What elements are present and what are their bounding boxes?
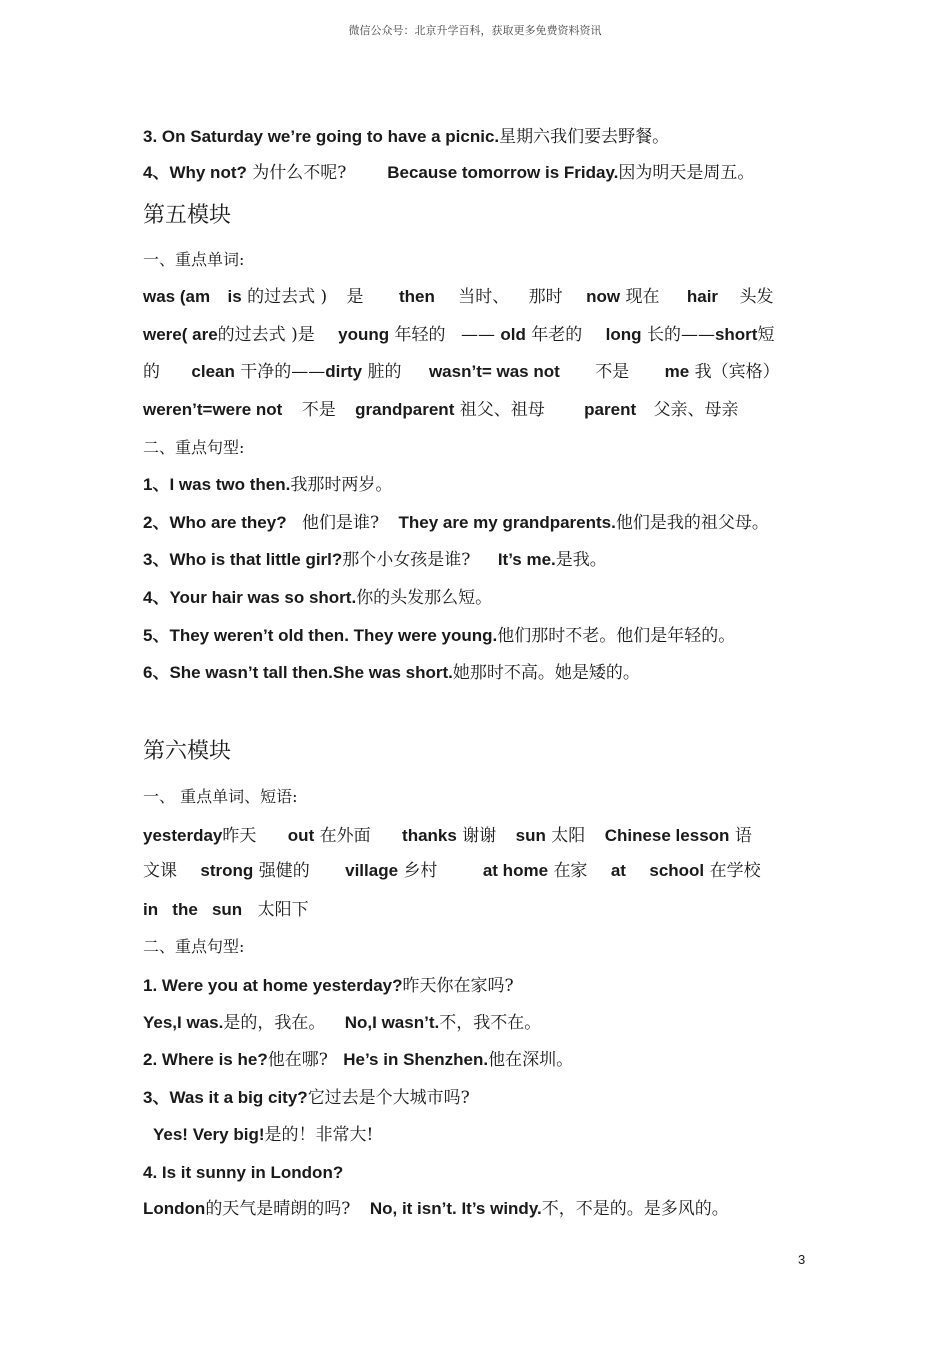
vocab-line <box>143 324 774 346</box>
english-text: 3、Who is that little girl? <box>143 550 343 569</box>
english-text: 6、She wasn’t tall then.She was short. <box>143 663 453 682</box>
vocab-word: old <box>500 325 526 344</box>
vocab-meaning: 不是 <box>595 362 630 382</box>
vocab-meaning: 现在 <box>625 287 660 307</box>
vocab-word: in the sun <box>143 900 243 919</box>
vocab-word: sun <box>515 826 546 845</box>
chinese-text: 星期六我们要去野餐。 <box>499 127 670 147</box>
vocab-meaning: 乡村 <box>403 861 438 881</box>
vocab-line <box>143 899 309 921</box>
chinese-text: 那个小女孩是谁? <box>342 550 471 570</box>
chinese-text: 他们是我的祖父母。 <box>615 513 769 533</box>
vocab-meaning: 在外面 <box>319 826 371 846</box>
vocab-meaning: 不是 <box>301 400 336 420</box>
vocab-line <box>143 825 752 847</box>
chinese-text: 它过去是个大城市吗? <box>307 1088 470 1108</box>
vocab-word: yesterday <box>143 826 223 845</box>
english-text: Yes! Very big! <box>153 1125 265 1144</box>
vocab-word: Chinese lesson <box>604 826 730 845</box>
sentence-line <box>143 662 640 684</box>
vocab-meaning: 当时、 <box>458 287 510 307</box>
english-text: 4. Is it sunny in London? <box>143 1163 344 1182</box>
english-text: He’s in Shenzhen. <box>343 1050 489 1069</box>
english-text: 2. Where is he? <box>143 1050 268 1069</box>
vocab-meaning: 在学校 <box>709 861 761 881</box>
english-text: 4、Why not? <box>143 163 247 182</box>
vocab-word: grandparent <box>355 400 455 419</box>
vocab-word: me <box>664 362 690 381</box>
english-text: 4、Your hair was so short. <box>143 588 357 607</box>
vocab-meaning: 父亲、母亲 <box>653 400 739 420</box>
vocab-meaning: 头发 <box>739 287 774 307</box>
chinese-text: 是我。 <box>555 550 607 570</box>
vocab-meaning: 那时 <box>528 287 563 307</box>
chinese-text: 昨天你在家吗? <box>402 976 514 996</box>
vocab-meaning: 年老的 <box>531 325 583 345</box>
sentence-line <box>143 1049 573 1071</box>
vocab-meaning: 在家 <box>553 861 588 881</box>
english-text: 1. Were you at home yesterday? <box>143 976 403 995</box>
vocab-meaning: 短 <box>757 325 775 345</box>
chinese-text: 他在深圳。 <box>488 1050 574 1070</box>
vocab-meaning: 是 <box>346 287 364 307</box>
vocab-meaning: 太阳下 <box>257 900 309 920</box>
english-text: 5、They weren’t old then. They were young. <box>143 626 498 645</box>
english-text: It’s me. <box>497 550 556 569</box>
chinese-text: 是的，我在。 <box>223 1013 326 1033</box>
chinese-text: 他们那时不老。他们是年轻的。 <box>497 626 736 646</box>
vocab-line <box>143 286 773 308</box>
sentence-line <box>143 975 514 997</box>
vocab-word: now <box>586 287 621 306</box>
vocab-word: at home <box>482 861 549 880</box>
chinese-text: 是的！非常大! <box>264 1125 374 1145</box>
sentence-line <box>143 512 769 534</box>
vocab-line <box>143 860 761 882</box>
vocab-meaning: 谢谢 <box>462 826 497 846</box>
vocab-meaning: 文课 <box>143 861 177 881</box>
vocab-word: was (am <box>143 287 211 306</box>
sentence-line <box>143 549 607 571</box>
english-text: 3、Was it a big city? <box>143 1088 308 1107</box>
english-text: 3. On Saturday we’re going to have a picnic. <box>143 127 500 146</box>
vocab-line <box>143 399 739 421</box>
sentence-line <box>143 1087 470 1109</box>
chinese-text: 不，不是的。是多风的。 <box>541 1199 729 1219</box>
vocab-meaning: 我（宾格） <box>694 362 780 382</box>
vocab-meaning: 昨天 <box>222 826 257 846</box>
english-text: No,I wasn’t. <box>344 1013 440 1032</box>
chinese-text: 我那时两岁。 <box>290 475 393 495</box>
vocab-word: strong <box>200 861 254 880</box>
vocab-word: weren’t=were not <box>143 400 283 419</box>
sentence-line <box>143 162 754 184</box>
vocab-meaning: 强健的 <box>258 861 310 881</box>
vocab-meaning: 语 <box>734 826 752 846</box>
vocab-meaning: 太阳 <box>551 826 586 846</box>
section-heading: 一、重点单词: <box>143 250 245 269</box>
vocab-meaning: —— <box>460 325 495 345</box>
vocab-word: thanks <box>402 826 457 845</box>
vocab-word: long <box>605 325 642 344</box>
module-title: 第六模块 <box>143 739 232 764</box>
module-title: 第五模块 <box>143 203 232 228</box>
vocab-meaning: 的 <box>143 362 160 382</box>
section-heading: 二、重点句型: <box>143 438 245 457</box>
chinese-text: 她那时不高。她是矮的。 <box>452 663 640 683</box>
sentence-line <box>143 474 392 496</box>
vocab-word: then <box>398 287 435 306</box>
sentence-line <box>143 1198 729 1220</box>
section-heading: 二、重点句型: <box>143 937 245 956</box>
vocab-word: hair <box>686 287 719 306</box>
vocab-meaning: 的过去式 )是 <box>217 325 315 345</box>
vocab-word: parent <box>584 400 637 419</box>
vocab-meaning: 长的—— <box>646 325 715 345</box>
english-text: London <box>143 1199 206 1218</box>
vocab-word: short <box>714 325 758 344</box>
vocab-word: village <box>345 861 399 880</box>
vocab-word: wasn’t= was not <box>428 362 560 381</box>
vocab-meaning: 干净的—— <box>240 362 326 382</box>
sentence-line <box>143 126 669 148</box>
chinese-text: 他在哪? <box>267 1050 328 1070</box>
vocab-word: out <box>287 826 315 845</box>
vocab-word: young <box>338 325 390 344</box>
english-text: 2、Who are they? <box>143 513 287 532</box>
sentence-line <box>153 1124 373 1146</box>
chinese-text: 他们是谁? <box>302 513 380 533</box>
english-text: They are my grandparents. <box>398 513 616 532</box>
vocab-meaning: 的过去式 ) <box>247 287 328 307</box>
vocab-meaning: 祖父、祖母 <box>459 400 545 420</box>
page-header: 微信公众号：北京升学百科，获取更多免费资料资讯 <box>348 24 602 37</box>
sentence-line <box>143 587 492 609</box>
sentence-line <box>143 1012 541 1034</box>
sentence-line <box>143 1162 343 1184</box>
chinese-text: 你的头发那么短。 <box>356 588 493 608</box>
vocab-word: were( are <box>143 325 218 344</box>
chinese-text: 因为明天是周五。 <box>618 163 755 183</box>
chinese-text: 为什么不呢? <box>252 163 347 183</box>
vocab-word: is <box>227 287 242 306</box>
vocab-meaning: 年轻的 <box>394 325 446 345</box>
page-number: 3 <box>798 1252 806 1267</box>
vocab-word: school <box>649 861 705 880</box>
vocab-word: at <box>610 861 626 880</box>
vocab-line <box>143 361 780 383</box>
chinese-text: 的天气是晴朗的吗? <box>205 1199 351 1219</box>
english-text: Yes,I was. <box>143 1013 224 1032</box>
vocab-word: dirty <box>325 362 363 381</box>
chinese-text: 不，我不在。 <box>439 1013 542 1033</box>
section-heading: 一、 重点单词、短语: <box>143 787 298 806</box>
english-text: 1、I was two then. <box>143 475 291 494</box>
vocab-meaning: 脏的 <box>367 362 402 382</box>
english-text: No, it isn’t. It’s windy. <box>369 1199 542 1218</box>
vocab-word: clean <box>191 362 235 381</box>
english-text: Because tomorrow is Friday. <box>387 163 619 182</box>
sentence-line <box>143 625 735 647</box>
